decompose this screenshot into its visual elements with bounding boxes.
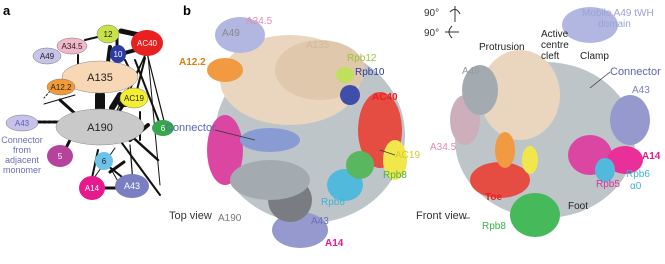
front-rpb6: Rpb6 — [626, 169, 650, 180]
label-a43: A43 — [123, 181, 141, 191]
front-protrusion: Protrusion — [479, 42, 525, 53]
top-a190: A190 — [218, 213, 242, 224]
front-cleft-3: cleft — [541, 51, 560, 62]
svg-text:from: from — [13, 145, 31, 155]
front-a14: A14 — [642, 151, 661, 162]
top-view-label: Top view — [169, 210, 212, 222]
front-mobile-2: domain — [598, 19, 631, 30]
label-a12-2: A12.2 — [50, 83, 72, 92]
label-5: 5 — [57, 152, 63, 161]
top-ac40: AC40 — [372, 92, 398, 103]
top-rpb6: Rpb6 — [321, 197, 345, 208]
top-ac19: AC19 — [395, 150, 421, 161]
rotation-indicator — [424, 6, 460, 39]
top-rpb8: Rpb8 — [383, 170, 407, 181]
front-a49: A49 — [462, 66, 480, 77]
front-a0: α0 — [630, 181, 642, 192]
front-toe: Toe — [485, 192, 503, 203]
front-rpb8: Rpb8 — [482, 221, 506, 232]
label-ac19: AC19 — [123, 94, 145, 103]
front-clamp: Clamp — [580, 51, 609, 62]
top-rpb12: Rpb12 — [347, 53, 377, 64]
front-a43: A43 — [632, 85, 650, 96]
front-cleft-1: Active — [541, 29, 569, 40]
panel-a-letter: a — [3, 3, 11, 18]
connector-note — [1, 135, 43, 175]
top-a34-5: A34.5 — [246, 16, 273, 27]
svg-text:adjacent: adjacent — [4, 155, 40, 165]
front-mobile-1: Mobile A49 tWH — [582, 8, 654, 19]
svg-text:90°: 90° — [424, 8, 440, 19]
top-a14: A14 — [325, 238, 344, 249]
top-a12-2: A12.2 — [179, 57, 206, 68]
label-a43-left: A43 — [14, 119, 30, 128]
front-a34-5: A34.5 — [430, 142, 457, 153]
top-a49: A49 — [222, 28, 240, 39]
top-rpb10: Rpb10 — [355, 67, 385, 78]
front-cleft-2: centre — [541, 40, 569, 51]
front-view-label: Front view — [416, 210, 467, 222]
panel-b-letter: b — [183, 3, 191, 18]
label-a34-5: A34.5 — [61, 42, 83, 51]
svg-text:Connector: Connector — [1, 135, 43, 145]
label-ac40: AC40 — [136, 39, 158, 48]
front-connector: Connector — [610, 66, 661, 78]
svg-text:90°: 90° — [424, 28, 440, 39]
svg-text:monomer: monomer — [2, 165, 42, 175]
label-a49: A49 — [39, 52, 55, 61]
label-12: 12 — [103, 30, 113, 39]
top-connector: Connector — [165, 122, 216, 134]
label-10: 10 — [113, 50, 123, 59]
label-a14: A14 — [84, 184, 100, 193]
label-a135: A135 — [87, 72, 113, 84]
front-rpb5: Rpb5 — [596, 179, 620, 190]
top-a135: A135 — [306, 40, 330, 51]
label-a190: A190 — [87, 122, 113, 134]
front-foot: Foot — [568, 201, 589, 212]
label-6-green: 6 — [160, 124, 166, 133]
label-6-blue: 6 — [101, 157, 107, 166]
top-a43: A43 — [311, 216, 329, 227]
